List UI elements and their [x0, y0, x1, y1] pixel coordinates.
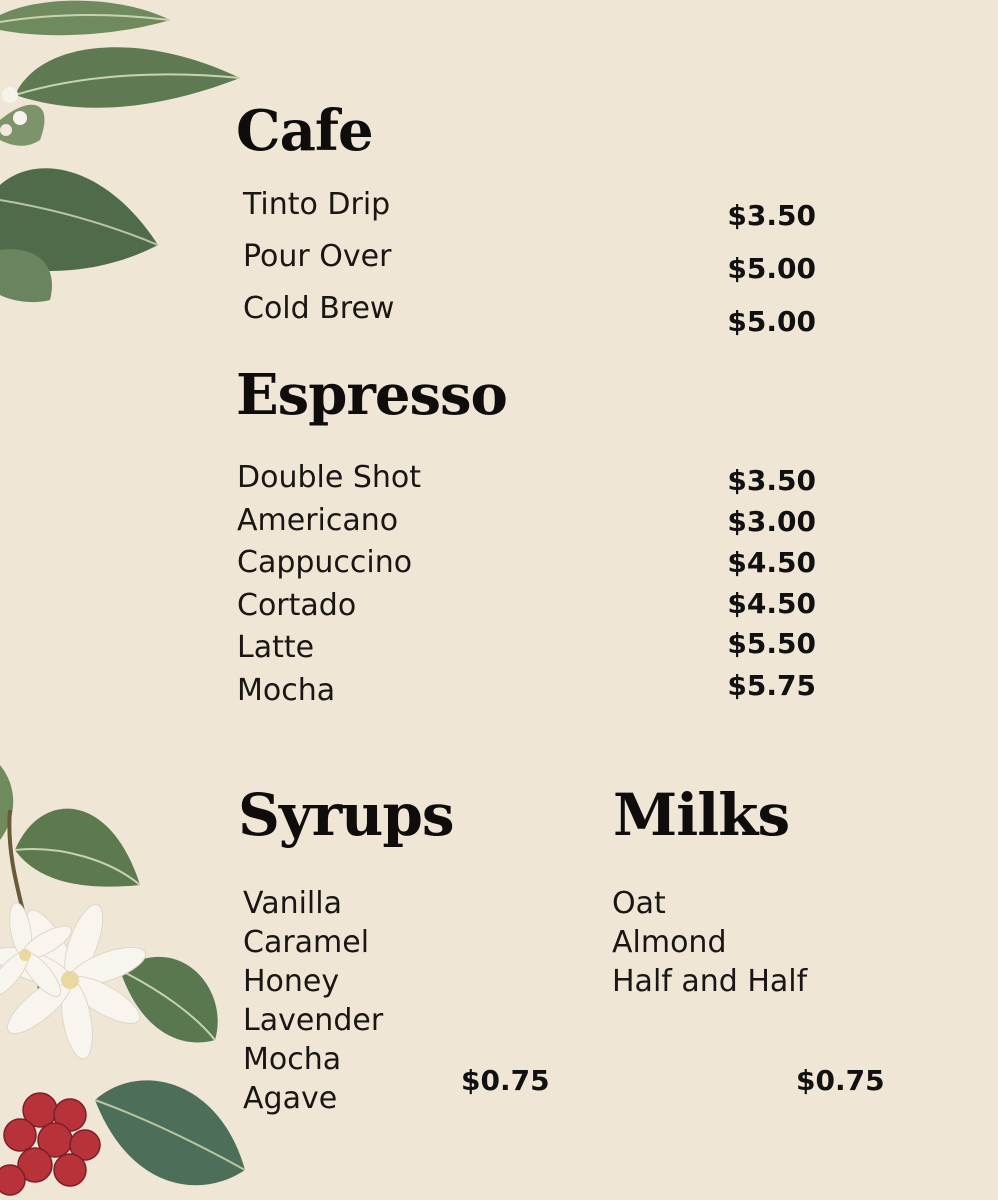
syrup-item: Vanilla: [243, 886, 342, 921]
menu-item-name: Americano: [237, 503, 399, 538]
milk-item: Half and Half: [612, 964, 808, 999]
syrup-item: Mocha: [243, 1042, 342, 1077]
syrup-item: Honey: [243, 964, 340, 999]
menu-item-price: $3.00: [727, 505, 816, 538]
menu-item-name: Cappuccino: [237, 545, 413, 580]
cafe-heading: Cafe: [236, 98, 373, 164]
menu-item-name: Pour Over: [243, 239, 392, 274]
syrup-item: Agave: [243, 1081, 338, 1116]
syrups-heading: Syrups: [238, 781, 454, 849]
menu-item-price: $5.50: [727, 627, 816, 660]
menu-item-name: Mocha: [237, 673, 336, 708]
menu-item-name: Latte: [237, 630, 315, 665]
milks-heading: Milks: [613, 781, 790, 849]
menu-item-name: Tinto Drip: [243, 187, 391, 222]
menu-item-price: $3.50: [727, 464, 816, 497]
syrups-price: $0.75: [461, 1064, 550, 1097]
menu-item-name: Cold Brew: [243, 291, 395, 326]
menu-item-name: Double Shot: [237, 460, 422, 495]
menu-item-price: $5.75: [727, 669, 816, 702]
menu-item-price: $5.00: [727, 305, 816, 338]
menu-item-price: $3.50: [727, 199, 816, 232]
syrup-item: Caramel: [243, 925, 370, 960]
milks-price: $0.75: [796, 1064, 885, 1097]
menu-item-name: Cortado: [237, 588, 357, 623]
espresso-heading: Espresso: [236, 362, 507, 428]
coffee-leaves-illustration: [0, 0, 260, 330]
coffee-plant-flowers-berries-illustration: [0, 750, 260, 1200]
menu-item-price: $5.00: [727, 252, 816, 285]
syrup-item: Lavender: [243, 1003, 384, 1038]
milk-item: Almond: [612, 925, 727, 960]
menu-item-price: $4.50: [727, 546, 816, 579]
milk-item: Oat: [612, 886, 666, 921]
menu-item-price: $4.50: [727, 587, 816, 620]
